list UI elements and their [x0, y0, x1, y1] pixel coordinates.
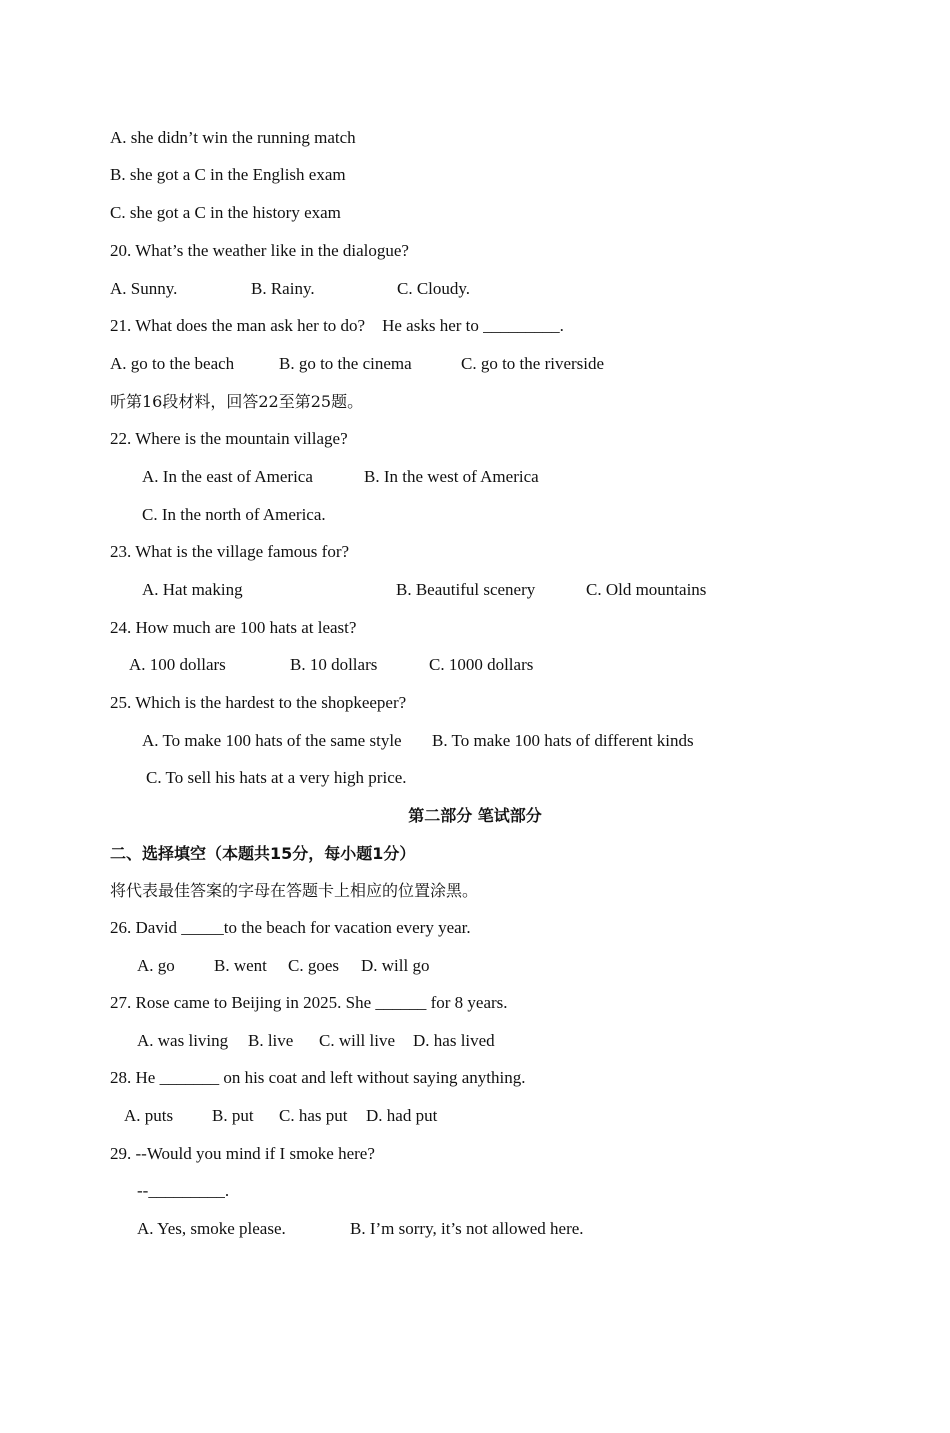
q21-option-a: A. go to the beach	[110, 354, 235, 373]
q20-option-c: C. Cloudy.	[397, 279, 471, 298]
q19-option-a: A. she didn’t win the running match	[110, 128, 356, 147]
q20-option-b: B. Rainy.	[251, 279, 315, 298]
q23-option-a: A. Hat making	[142, 580, 243, 599]
q26-option-a: A. go	[137, 956, 175, 975]
q21-option-b: B. go to the cinema	[279, 354, 412, 373]
section2-heading: 二、选择填空（本题共15分，每小题1分）	[110, 844, 416, 863]
q21-option-c: C. go to the riverside	[461, 354, 605, 373]
q23-option-c: C. Old mountains	[586, 580, 707, 599]
q27-question: 27. Rose came to Beijing in 2025. She ______ for 8 years.	[110, 993, 508, 1012]
q22-question: 22. Where is the mountain village?	[110, 429, 348, 448]
q26-question: 26. David _____to the beach for vacation every year.	[110, 918, 471, 937]
q29-question: 29. --Would you mind if I smoke here?	[110, 1144, 375, 1163]
q20-option-a: A. Sunny.	[110, 279, 178, 298]
q24-option-c: C. 1000 dollars	[429, 655, 534, 674]
q27-option-b: B. live	[248, 1031, 294, 1050]
q25-option-a: A. To make 100 hats of the same style	[142, 731, 402, 750]
q28-option-d: D. had put	[366, 1106, 438, 1125]
q21-question: 21. What does the man ask her to do? He asks her to _________.	[110, 316, 564, 335]
q22-option-c: C. In the north of America.	[142, 505, 326, 524]
q24-question: 24. How much are 100 hats at least?	[110, 618, 357, 637]
q25-option-b: B. To make 100 hats of different kinds	[432, 731, 694, 750]
q28-option-b: B. put	[212, 1106, 254, 1125]
q26-option-d: D. will go	[361, 956, 430, 975]
section2-instruction: 将代表最佳答案的字母在答题卡上相应的位置涂黑。	[110, 881, 479, 900]
q29-option-a: A. Yes, smoke please.	[137, 1219, 286, 1238]
q29-option-b: B. I’m sorry, it’s not allowed here.	[350, 1219, 584, 1238]
q27-option-c: C. will live	[319, 1031, 396, 1050]
q20-question: 20. What’s the weather like in the dialogue?	[110, 241, 409, 260]
q27-option-a: A. was living	[137, 1031, 229, 1050]
q29-reply-blank: --_________.	[137, 1181, 230, 1200]
q28-question: 28. He _______ on his coat and left without saying anything.	[110, 1068, 526, 1087]
part2-title: 第二部分 笔试部分	[408, 806, 542, 825]
q27-option-d: D. has lived	[413, 1031, 495, 1050]
q19-option-c: C. she got a C in the history exam	[110, 203, 341, 222]
q26-option-c: C. goes	[288, 956, 339, 975]
q22-option-a: A. In the east of America	[142, 467, 313, 486]
q22-option-b: B. In the west of America	[364, 467, 539, 486]
q28-option-a: A. puts	[124, 1106, 174, 1125]
section16-instruction: 听第16段材料，回答22至第25题。	[110, 392, 364, 411]
q25-option-c: C. To sell his hats at a very high price.	[146, 768, 407, 787]
q19-option-b: B. she got a C in the English exam	[110, 165, 346, 184]
q24-option-b: B. 10 dollars	[290, 655, 378, 674]
q23-option-b: B. Beautiful scenery	[396, 580, 536, 599]
q26-option-b: B. went	[214, 956, 267, 975]
q28-option-c: C. has put	[279, 1106, 348, 1125]
q23-question: 23. What is the village famous for?	[110, 542, 350, 561]
q24-option-a: A. 100 dollars	[129, 655, 226, 674]
q25-question: 25. Which is the hardest to the shopkeeper?	[110, 693, 407, 712]
